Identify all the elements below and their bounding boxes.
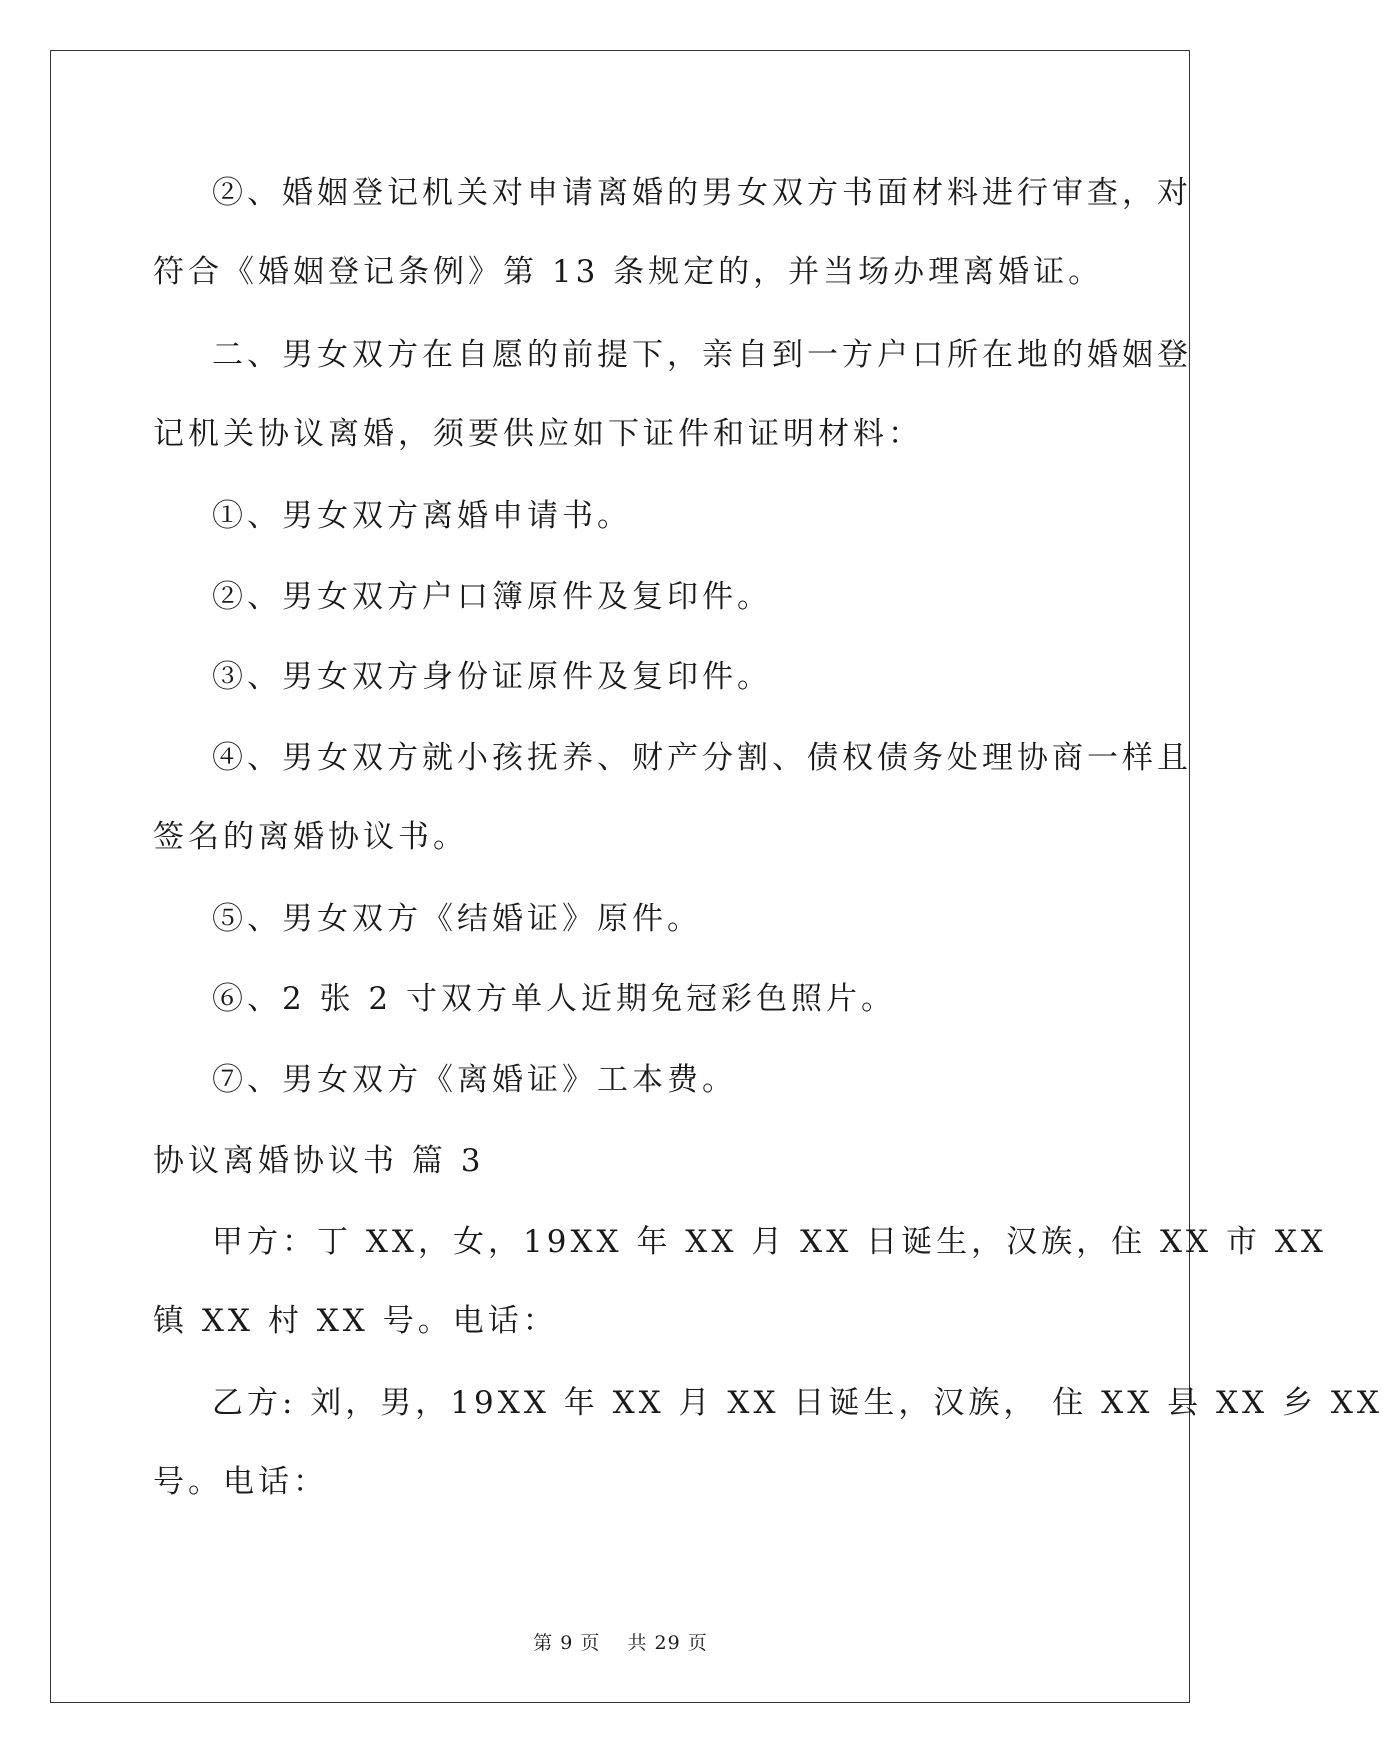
list-item-6: ⑥、2 张 2 寸双方单人近期免冠彩色照片。 (212, 981, 897, 1017)
party-b-line-2: 号。电话： (153, 1464, 328, 1500)
paragraph-line-2: 符合《婚姻登记条例》第 13 条规定的，并当场办理离婚证。 (153, 254, 1104, 290)
party-a-line-2: 镇 XX 村 XX 号。电话： (153, 1303, 558, 1339)
paragraph-line-3: 二、男女双方在自愿的前提下，亲自到一方户口所在地的婚姻登 (212, 337, 1192, 373)
paragraph-line-1: ②、婚姻登记机关对申请离婚的男女双方书面材料进行审查，对 (212, 175, 1192, 211)
page-footer (0, 1631, 1241, 1655)
list-item-4-cont: 签名的离婚协议书。 (153, 819, 468, 855)
page-border (50, 50, 1190, 1703)
section-heading: 协议离婚协议书 篇 3 (153, 1143, 485, 1179)
page-number: 第 9 页 (533, 1632, 601, 1654)
list-item-4: ④、男女双方就小孩抚养、财产分割、债权债务处理协商一样且 (212, 740, 1192, 776)
page-total: 共 29 页 (627, 1632, 708, 1654)
list-item-2: ②、男女双方户口簿原件及复印件。 (212, 579, 772, 615)
list-item-5: ⑤、男女双方《结婚证》原件。 (212, 901, 702, 937)
party-a-line-1: 甲方：丁 XX，女，19XX 年 XX 月 XX 日诞生，汉族，住 XX 市 XX (212, 1224, 1327, 1260)
paragraph-line-4: 记机关协议离婚，须要供应如下证件和证明材料： (153, 416, 923, 452)
list-item-3: ③、男女双方身份证原件及复印件。 (212, 659, 772, 695)
list-item-1: ①、男女双方离婚申请书。 (212, 498, 632, 534)
list-item-7: ⑦、男女双方《离婚证》工本费。 (212, 1062, 737, 1098)
party-b-line-1: 乙方: 刘，男，19XX 年 XX 月 XX 日诞生，汉族， 住 XX 县 XX 乡 XX (212, 1385, 1383, 1421)
